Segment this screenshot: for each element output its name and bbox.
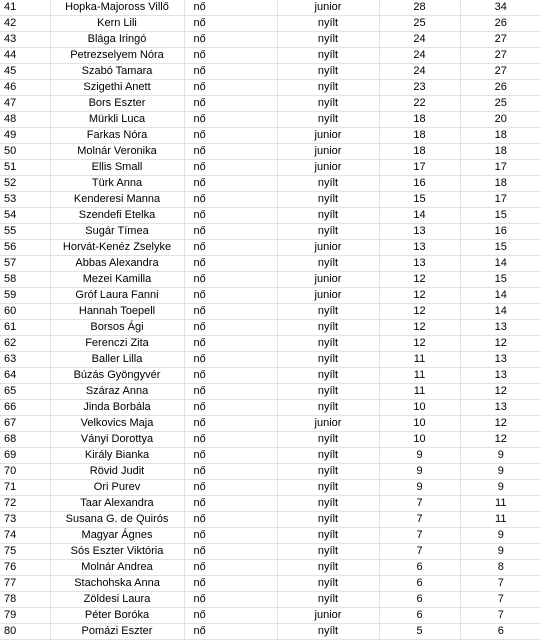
gender-cell[interactable]: nő (184, 16, 277, 32)
score-b-cell[interactable]: 14 (460, 304, 541, 320)
name-cell[interactable]: Taar Alexandra (50, 496, 184, 512)
table-row (0, 384, 541, 400)
name-cell[interactable]: Kern Lili (50, 16, 184, 32)
table-row (0, 192, 541, 208)
table-row (0, 288, 541, 304)
score-a-cell[interactable]: 18 (379, 112, 460, 128)
category-cell[interactable]: nyílt (277, 592, 379, 608)
score-b-cell[interactable]: 13 (460, 352, 541, 368)
name-cell[interactable]: Ványi Dorottya (50, 432, 184, 448)
score-b-cell[interactable]: 27 (460, 32, 541, 48)
row-number-cell[interactable]: 53 (0, 192, 50, 208)
name-cell[interactable]: Ferenczi Zita (50, 336, 184, 352)
gender-cell[interactable]: nő (184, 400, 277, 416)
score-b-cell[interactable]: 20 (460, 112, 541, 128)
row-number-cell[interactable]: 73 (0, 512, 50, 528)
name-cell[interactable]: Türk Anna (50, 176, 184, 192)
score-a-cell[interactable]: 12 (379, 336, 460, 352)
gender-cell[interactable]: nő (184, 144, 277, 160)
gender-cell[interactable]: nő (184, 352, 277, 368)
score-a-cell[interactable]: 6 (379, 608, 460, 624)
table-row (0, 544, 541, 560)
name-cell[interactable]: Petrezselyem Nóra (50, 48, 184, 64)
gender-cell[interactable]: nő (184, 576, 277, 592)
name-cell[interactable]: Zöldesi Laura (50, 592, 184, 608)
name-cell[interactable]: Jinda Borbála (50, 400, 184, 416)
category-cell[interactable]: nyílt (277, 352, 379, 368)
score-b-cell[interactable]: 17 (460, 192, 541, 208)
category-cell[interactable]: nyílt (277, 496, 379, 512)
row-number-cell[interactable]: 43 (0, 32, 50, 48)
gender-cell[interactable]: nő (184, 288, 277, 304)
gender-cell[interactable]: nő (184, 320, 277, 336)
row-number-cell[interactable]: 68 (0, 432, 50, 448)
name-cell[interactable]: Ellis Small (50, 160, 184, 176)
score-a-cell[interactable]: 10 (379, 400, 460, 416)
table-row (0, 624, 541, 640)
table-row (0, 176, 541, 192)
score-a-cell[interactable]: 6 (379, 592, 460, 608)
row-number-cell[interactable]: 66 (0, 400, 50, 416)
gender-cell[interactable]: nő (184, 544, 277, 560)
category-cell[interactable]: junior (277, 128, 379, 144)
name-cell[interactable]: Molnár Veronika (50, 144, 184, 160)
score-a-cell[interactable]: 12 (379, 320, 460, 336)
row-number-cell[interactable]: 52 (0, 176, 50, 192)
score-b-cell[interactable]: 15 (460, 208, 541, 224)
table-row (0, 80, 541, 96)
score-b-cell[interactable]: 8 (460, 560, 541, 576)
score-a-cell[interactable]: 11 (379, 368, 460, 384)
name-cell[interactable]: Hannah Toepell (50, 304, 184, 320)
category-cell[interactable]: junior (277, 416, 379, 432)
table-row (0, 272, 541, 288)
gender-cell[interactable]: nő (184, 496, 277, 512)
gender-cell[interactable]: nő (184, 64, 277, 80)
category-cell[interactable]: nyílt (277, 368, 379, 384)
category-cell[interactable]: junior (277, 144, 379, 160)
category-cell[interactable]: junior (277, 272, 379, 288)
score-a-cell[interactable]: 9 (379, 464, 460, 480)
name-cell[interactable]: Sós Eszter Viktória (50, 544, 184, 560)
gender-cell[interactable]: nő (184, 128, 277, 144)
score-b-cell[interactable]: 17 (460, 160, 541, 176)
name-cell[interactable]: Molnár Andrea (50, 560, 184, 576)
score-a-cell[interactable]: 12 (379, 304, 460, 320)
score-b-cell[interactable]: 27 (460, 64, 541, 80)
gender-cell[interactable]: nő (184, 160, 277, 176)
category-cell[interactable]: junior (277, 0, 379, 16)
table-row (0, 144, 541, 160)
name-cell[interactable]: Péter Boróka (50, 608, 184, 624)
table-row (0, 16, 541, 32)
name-cell[interactable]: Sugár Tímea (50, 224, 184, 240)
category-cell[interactable]: nyílt (277, 464, 379, 480)
table-row (0, 400, 541, 416)
score-a-cell[interactable]: 7 (379, 544, 460, 560)
score-b-cell[interactable]: 9 (460, 544, 541, 560)
row-number-cell[interactable]: 41 (0, 0, 50, 16)
table-row (0, 464, 541, 480)
gender-cell[interactable]: nő (184, 592, 277, 608)
category-cell[interactable]: nyílt (277, 432, 379, 448)
score-b-cell[interactable]: 26 (460, 80, 541, 96)
row-number-cell[interactable]: 65 (0, 384, 50, 400)
table-row (0, 560, 541, 576)
category-cell[interactable]: nyílt (277, 48, 379, 64)
table-row (0, 32, 541, 48)
score-a-cell[interactable]: 15 (379, 192, 460, 208)
table-row (0, 608, 541, 624)
score-b-cell[interactable]: 7 (460, 608, 541, 624)
score-a-cell[interactable]: 13 (379, 240, 460, 256)
score-a-cell[interactable]: 24 (379, 48, 460, 64)
score-a-cell[interactable]: 12 (379, 272, 460, 288)
score-b-cell[interactable]: 14 (460, 288, 541, 304)
score-b-cell[interactable]: 13 (460, 320, 541, 336)
table-row (0, 576, 541, 592)
name-cell[interactable]: Szigethi Anett (50, 80, 184, 96)
table-row (0, 320, 541, 336)
score-a-cell[interactable]: 7 (379, 512, 460, 528)
gender-cell[interactable]: nő (184, 368, 277, 384)
row-number-cell[interactable]: 78 (0, 592, 50, 608)
score-b-cell[interactable]: 13 (460, 368, 541, 384)
gender-cell[interactable]: nő (184, 448, 277, 464)
row-number-cell[interactable]: 80 (0, 624, 50, 640)
score-b-cell[interactable]: 12 (460, 416, 541, 432)
row-number-cell[interactable]: 45 (0, 64, 50, 80)
row-number-cell[interactable]: 64 (0, 368, 50, 384)
gender-cell[interactable]: nő (184, 112, 277, 128)
score-b-cell[interactable]: 16 (460, 224, 541, 240)
score-b-cell[interactable]: 34 (460, 0, 541, 16)
gender-cell[interactable]: nő (184, 528, 277, 544)
category-cell[interactable]: nyílt (277, 384, 379, 400)
row-number-cell[interactable]: 75 (0, 544, 50, 560)
name-cell[interactable]: Velkovics Maja (50, 416, 184, 432)
category-cell[interactable]: nyílt (277, 480, 379, 496)
name-cell[interactable]: Hopka-Majoross Villő (50, 0, 184, 16)
category-cell[interactable]: junior (277, 240, 379, 256)
row-number-cell[interactable]: 67 (0, 416, 50, 432)
score-b-cell[interactable]: 27 (460, 48, 541, 64)
table-row (0, 0, 541, 16)
score-a-cell[interactable]: 12 (379, 288, 460, 304)
score-a-cell[interactable]: 11 (379, 352, 460, 368)
score-b-cell[interactable]: 9 (460, 480, 541, 496)
table-row (0, 64, 541, 80)
name-cell[interactable]: Száraz Anna (50, 384, 184, 400)
score-a-cell[interactable]: 7 (379, 528, 460, 544)
name-cell[interactable]: Mürkli Luca (50, 112, 184, 128)
score-a-cell[interactable]: 23 (379, 80, 460, 96)
score-a-cell[interactable]: 9 (379, 480, 460, 496)
score-b-cell[interactable]: 9 (460, 528, 541, 544)
gender-cell[interactable]: nő (184, 416, 277, 432)
table-row (0, 208, 541, 224)
name-cell[interactable]: Susana G. de Quirós (50, 512, 184, 528)
name-cell[interactable]: Gróf Laura Fanni (50, 288, 184, 304)
name-cell[interactable]: Rövid Judit (50, 464, 184, 480)
category-cell[interactable]: nyílt (277, 624, 379, 640)
score-b-cell[interactable]: 12 (460, 336, 541, 352)
category-cell[interactable]: nyílt (277, 256, 379, 272)
score-a-cell[interactable]: 6 (379, 576, 460, 592)
category-cell[interactable]: junior (277, 160, 379, 176)
score-b-cell[interactable]: 18 (460, 176, 541, 192)
row-number-cell[interactable]: 54 (0, 208, 50, 224)
score-b-cell[interactable]: 9 (460, 448, 541, 464)
score-a-cell[interactable]: 10 (379, 416, 460, 432)
gender-cell[interactable]: nő (184, 608, 277, 624)
name-cell[interactable]: Blága Iringó (50, 32, 184, 48)
gender-cell[interactable]: nő (184, 32, 277, 48)
name-cell[interactable]: Borsos Ági (50, 320, 184, 336)
category-cell[interactable]: nyílt (277, 304, 379, 320)
score-a-cell[interactable]: 11 (379, 384, 460, 400)
gender-cell[interactable]: nő (184, 304, 277, 320)
row-number-cell[interactable]: 70 (0, 464, 50, 480)
score-b-cell[interactable]: 7 (460, 576, 541, 592)
gender-cell[interactable]: nő (184, 80, 277, 96)
name-cell[interactable]: Pomázi Eszter (50, 624, 184, 640)
score-b-cell[interactable]: 9 (460, 464, 541, 480)
category-cell[interactable]: nyílt (277, 528, 379, 544)
category-cell[interactable]: nyílt (277, 176, 379, 192)
row-number-cell[interactable]: 57 (0, 256, 50, 272)
score-a-cell[interactable]: 6 (379, 560, 460, 576)
score-a-cell[interactable]: 22 (379, 96, 460, 112)
score-a-cell[interactable]: 13 (379, 256, 460, 272)
table-row (0, 256, 541, 272)
gender-cell[interactable]: nő (184, 224, 277, 240)
name-cell[interactable]: Kenderesi Manna (50, 192, 184, 208)
table-row (0, 304, 541, 320)
score-a-cell[interactable]: 5 (379, 624, 460, 640)
table-row (0, 112, 541, 128)
name-cell[interactable]: Ori Purev (50, 480, 184, 496)
name-cell[interactable]: Farkas Nóra (50, 128, 184, 144)
category-cell[interactable]: nyílt (277, 576, 379, 592)
row-number-cell[interactable]: 48 (0, 112, 50, 128)
score-b-cell[interactable]: 6 (460, 624, 541, 640)
row-number-cell[interactable]: 58 (0, 272, 50, 288)
gender-cell[interactable]: nő (184, 240, 277, 256)
score-a-cell[interactable]: 25 (379, 16, 460, 32)
gender-cell[interactable]: nő (184, 464, 277, 480)
table-row (0, 224, 541, 240)
row-number-cell[interactable]: 69 (0, 448, 50, 464)
category-cell[interactable]: nyílt (277, 192, 379, 208)
name-cell[interactable]: Szabó Tamara (50, 64, 184, 80)
gender-cell[interactable]: nő (184, 384, 277, 400)
category-cell[interactable]: nyílt (277, 400, 379, 416)
category-cell[interactable]: nyílt (277, 16, 379, 32)
table-row (0, 448, 541, 464)
score-a-cell[interactable]: 17 (379, 160, 460, 176)
gender-cell[interactable]: nő (184, 560, 277, 576)
gender-cell[interactable]: nő (184, 0, 277, 16)
row-number-cell[interactable]: 47 (0, 96, 50, 112)
row-number-cell[interactable]: 59 (0, 288, 50, 304)
category-cell[interactable]: junior (277, 288, 379, 304)
score-b-cell[interactable]: 12 (460, 384, 541, 400)
name-cell[interactable]: Mezei Kamilla (50, 272, 184, 288)
table-row (0, 128, 541, 144)
row-number-cell[interactable]: 77 (0, 576, 50, 592)
score-a-cell[interactable]: 16 (379, 176, 460, 192)
name-cell[interactable]: Baller Lilla (50, 352, 184, 368)
row-number-cell[interactable]: 49 (0, 128, 50, 144)
category-cell[interactable]: nyílt (277, 448, 379, 464)
category-cell[interactable]: nyílt (277, 208, 379, 224)
score-a-cell[interactable]: 28 (379, 0, 460, 16)
table-row (0, 496, 541, 512)
row-number-cell[interactable]: 56 (0, 240, 50, 256)
score-b-cell[interactable]: 18 (460, 128, 541, 144)
table-row (0, 96, 541, 112)
name-cell[interactable]: Magyar Ágnes (50, 528, 184, 544)
gender-cell[interactable]: nő (184, 480, 277, 496)
category-cell[interactable]: nyílt (277, 512, 379, 528)
gender-cell[interactable]: nő (184, 192, 277, 208)
table-row (0, 528, 541, 544)
score-b-cell[interactable]: 15 (460, 240, 541, 256)
category-cell[interactable]: nyílt (277, 560, 379, 576)
score-a-cell[interactable]: 14 (379, 208, 460, 224)
score-a-cell[interactable]: 18 (379, 128, 460, 144)
table-row (0, 480, 541, 496)
score-b-cell[interactable]: 7 (460, 592, 541, 608)
name-cell[interactable]: Király Bianka (50, 448, 184, 464)
category-cell[interactable]: nyílt (277, 112, 379, 128)
gender-cell[interactable]: nő (184, 336, 277, 352)
category-cell[interactable]: junior (277, 608, 379, 624)
category-cell[interactable]: nyílt (277, 336, 379, 352)
table-row (0, 368, 541, 384)
table-row (0, 48, 541, 64)
category-cell[interactable]: nyílt (277, 224, 379, 240)
table-row (0, 160, 541, 176)
category-cell[interactable]: nyílt (277, 544, 379, 560)
category-cell[interactable]: nyílt (277, 32, 379, 48)
row-number-cell[interactable]: 62 (0, 336, 50, 352)
gender-cell[interactable]: nő (184, 512, 277, 528)
gender-cell[interactable]: nő (184, 272, 277, 288)
row-number-cell[interactable]: 61 (0, 320, 50, 336)
table-row (0, 512, 541, 528)
table-row (0, 416, 541, 432)
gender-cell[interactable]: nő (184, 208, 277, 224)
table-row (0, 352, 541, 368)
table-row (0, 240, 541, 256)
name-cell[interactable]: Búzás Gyöngyvér (50, 368, 184, 384)
table-row (0, 336, 541, 352)
score-b-cell[interactable]: 26 (460, 16, 541, 32)
score-b-cell[interactable]: 18 (460, 144, 541, 160)
row-number-cell[interactable]: 79 (0, 608, 50, 624)
score-a-cell[interactable]: 7 (379, 496, 460, 512)
gender-cell[interactable]: nő (184, 432, 277, 448)
score-b-cell[interactable]: 12 (460, 432, 541, 448)
name-cell[interactable]: Horvát-Kenéz Zselyke (50, 240, 184, 256)
row-number-cell[interactable]: 71 (0, 480, 50, 496)
gender-cell[interactable]: nő (184, 48, 277, 64)
row-number-cell[interactable]: 63 (0, 352, 50, 368)
row-number-cell[interactable]: 50 (0, 144, 50, 160)
row-number-cell[interactable]: 51 (0, 160, 50, 176)
score-a-cell[interactable]: 18 (379, 144, 460, 160)
name-cell[interactable]: Szendefi Etelka (50, 208, 184, 224)
row-number-cell[interactable]: 74 (0, 528, 50, 544)
score-b-cell[interactable]: 14 (460, 256, 541, 272)
table-row (0, 432, 541, 448)
category-cell[interactable]: nyílt (277, 64, 379, 80)
row-number-cell[interactable]: 55 (0, 224, 50, 240)
row-number-cell[interactable]: 76 (0, 560, 50, 576)
name-cell[interactable]: Stachohska Anna (50, 576, 184, 592)
row-number-cell[interactable]: 72 (0, 496, 50, 512)
score-b-cell[interactable]: 15 (460, 272, 541, 288)
gender-cell[interactable]: nő (184, 256, 277, 272)
score-a-cell[interactable]: 13 (379, 224, 460, 240)
name-cell[interactable]: Abbas Alexandra (50, 256, 184, 272)
category-cell[interactable]: nyílt (277, 320, 379, 336)
gender-cell[interactable]: nő (184, 96, 277, 112)
score-b-cell[interactable]: 13 (460, 400, 541, 416)
category-cell[interactable]: nyílt (277, 96, 379, 112)
score-a-cell[interactable]: 24 (379, 64, 460, 80)
score-a-cell[interactable]: 24 (379, 32, 460, 48)
score-a-cell[interactable]: 9 (379, 448, 460, 464)
table-row (0, 592, 541, 608)
score-b-cell[interactable]: 25 (460, 96, 541, 112)
score-a-cell[interactable]: 10 (379, 432, 460, 448)
row-number-cell[interactable]: 44 (0, 48, 50, 64)
gender-cell[interactable]: nő (184, 624, 277, 640)
gender-cell[interactable]: nő (184, 176, 277, 192)
row-number-cell[interactable]: 42 (0, 16, 50, 32)
score-b-cell[interactable]: 11 (460, 496, 541, 512)
row-number-cell[interactable]: 46 (0, 80, 50, 96)
row-number-cell[interactable]: 60 (0, 304, 50, 320)
category-cell[interactable]: nyílt (277, 80, 379, 96)
name-cell[interactable]: Bors Eszter (50, 96, 184, 112)
score-b-cell[interactable]: 11 (460, 512, 541, 528)
